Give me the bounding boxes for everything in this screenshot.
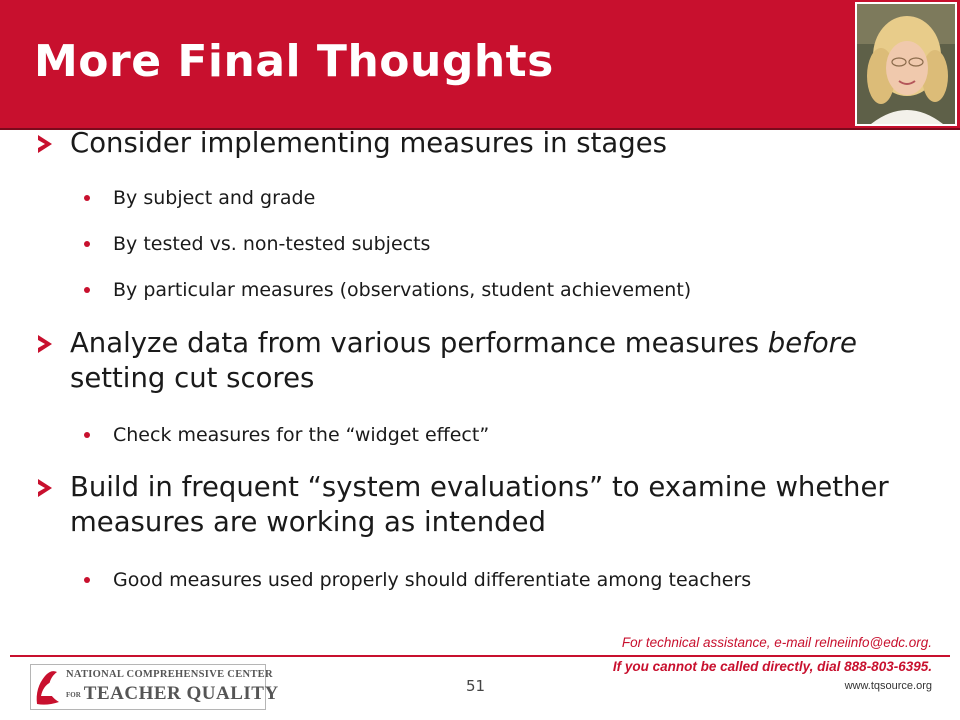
bullet-level2 <box>84 423 489 447</box>
footer-divider <box>10 655 950 657</box>
website-link[interactable]: www.tqsource.org <box>844 680 932 692</box>
bullet-text: Good measures used properly should differentiate among teachers <box>113 569 752 591</box>
dot-icon <box>84 241 90 247</box>
bullet-text: Consider implementing measures in stages <box>70 127 667 159</box>
bullet-level1 <box>34 126 914 161</box>
ncctq-logo-icon <box>33 666 63 708</box>
dot-icon <box>84 577 90 583</box>
bullet-level2 <box>84 278 691 302</box>
bullet-text: By tested vs. non-tested subjects <box>113 233 431 255</box>
technical-assistance-note: For technical assistance, e-mail relneiinfo@edc.org. <box>621 635 932 650</box>
bullet-text: Check measures for the “widget effect” <box>113 424 490 446</box>
bullet-text: Build in frequent “system evaluations” to examine whether measures are working as intended <box>70 471 889 538</box>
dot-icon <box>84 432 90 438</box>
logo-line1: NATIONAL COMPREHENSIVE CENTER <box>66 669 273 680</box>
bullet-text-part: Analyze data from various performance measures <box>70 327 768 359</box>
logo-for: FOR <box>66 690 81 699</box>
slide-title: More Final Thoughts <box>34 36 554 87</box>
arrow-icon <box>34 133 56 155</box>
bullet-level2 <box>84 568 751 592</box>
presenter-photo <box>855 2 957 126</box>
logo-teacher-quality: TEACHER QUALITY <box>83 683 279 704</box>
dot-icon <box>84 287 90 293</box>
bullet-level1 <box>34 470 914 540</box>
dot-icon <box>84 195 90 201</box>
bullet-text-emphasis: before <box>767 327 857 359</box>
bullet-level2 <box>84 232 430 256</box>
arrow-icon <box>34 333 56 355</box>
bullet-level2 <box>84 186 315 210</box>
page-number: 51 <box>466 677 486 695</box>
bullet-text-part: setting cut scores <box>70 362 315 394</box>
logo-line2 <box>66 683 279 705</box>
dial-in-note: If you cannot be called directly, dial 888-803-6395. <box>612 659 932 674</box>
bullet-text: By subject and grade <box>113 187 316 209</box>
bullet-level1 <box>34 326 914 396</box>
bullet-text: By particular measures (observations, student achievement) <box>113 279 692 301</box>
bullet-text <box>70 326 914 396</box>
arrow-icon <box>34 477 56 499</box>
